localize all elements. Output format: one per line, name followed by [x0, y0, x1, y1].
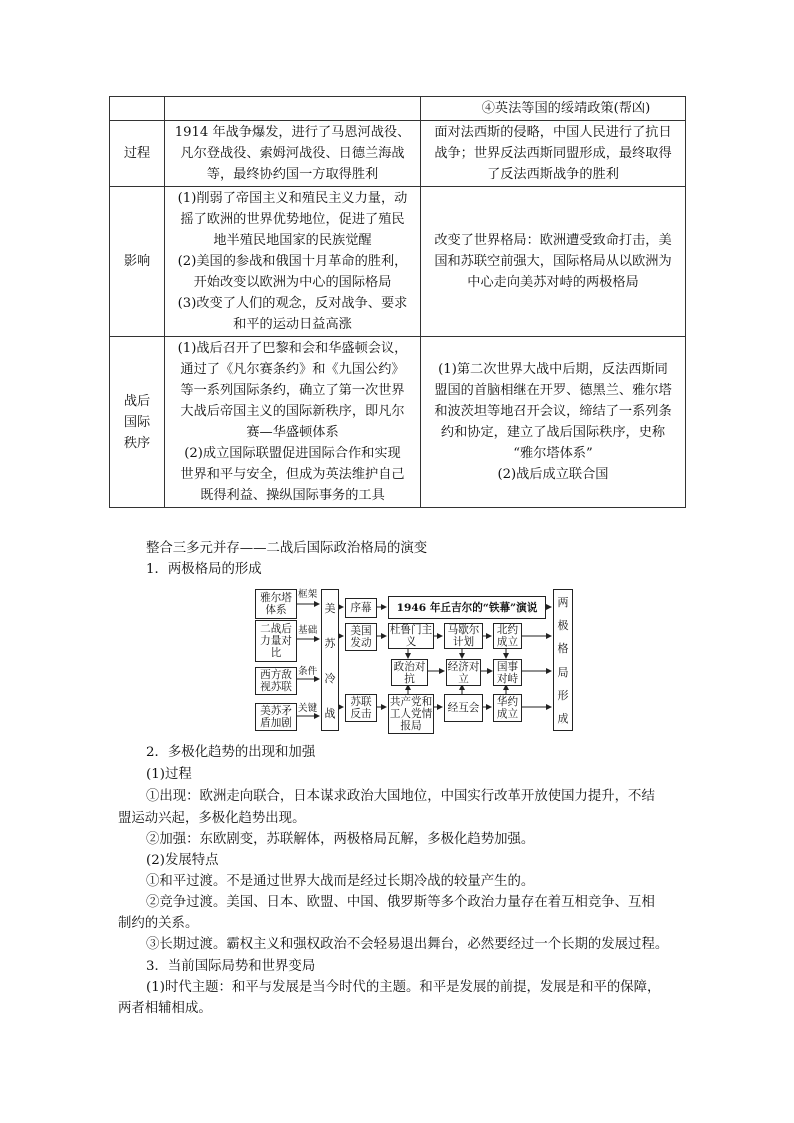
- paragraph-line: ①出现：欧洲走向联合，日本谋求政治大国地位，中国实行改革开放使国力提升，不结: [146, 789, 655, 804]
- box-text: 杜鲁门主义: [389, 624, 433, 648]
- cell-text: 赛—华盛顿体系: [246, 425, 339, 440]
- column-char: 两: [557, 595, 569, 609]
- cell-text: 和平的运动日益高涨: [233, 317, 352, 332]
- us-soviet-conflict-box: [255, 703, 297, 731]
- column-char: 形: [557, 688, 569, 702]
- box-text: 西方敌视苏联: [260, 669, 292, 693]
- cell-text: 中心走向美苏对峙的两极格局: [467, 275, 639, 290]
- cell-text: 大战后帝国主义的国际新秩序，即凡尔: [180, 404, 405, 419]
- military-standoff-box: [493, 659, 522, 686]
- key-label: 关键: [298, 703, 318, 714]
- bipolar-diagram: [255, 586, 573, 734]
- cell-text: 约和协定，建立了战后国际秩序，史称: [440, 425, 666, 440]
- cell-text: (2)成立国际联盟促进国际合作和实现: [184, 446, 401, 461]
- warsaw-pact-box: [493, 694, 522, 722]
- paragraph-line: 盟运动兴起，多极化趋势出现。: [118, 811, 306, 826]
- box-text: 美苏矛盾加剧: [260, 705, 292, 729]
- cell-text: (2)美国的参战和俄国十月革命的胜利，: [177, 254, 408, 269]
- truman-doctrine-box: [388, 623, 434, 649]
- paragraph-line: 两者相辅相成。: [118, 1001, 212, 1016]
- row-header-line: 国际: [123, 414, 151, 430]
- cell-text: 改变了世界格局：欧洲遭受致命打击，美: [434, 233, 672, 248]
- power-balance-box: [255, 620, 297, 662]
- soviet-response-box: [345, 694, 377, 722]
- box-text: 国事对峙: [496, 660, 519, 685]
- cold-war-column: [321, 589, 339, 731]
- box-text: 华约成立: [496, 696, 519, 720]
- table-cell: [110, 97, 165, 121]
- row-header: [110, 337, 165, 508]
- box-text: 苏联反击: [350, 696, 372, 720]
- framework-label: 框架: [298, 589, 318, 600]
- iron-curtain-box: [388, 596, 546, 619]
- table-row: [110, 121, 686, 187]
- column-char: 战: [324, 706, 336, 720]
- cell-text: 盟国的首脑相继在开罗、德黑兰、雅尔塔: [434, 383, 672, 398]
- comparison-table: [109, 96, 686, 508]
- cell-text: (1)第二次世界大战中后期，反法西斯同: [438, 362, 668, 377]
- box-text: 北约成立: [496, 624, 519, 648]
- box-text: 1946 年丘吉尔的“铁幕”演说: [396, 601, 538, 614]
- box-text: 共产党和工人党情报局: [389, 696, 433, 732]
- paragraph-line: ②竞争过渡。美国、日本、欧盟、中国、俄罗斯等多个政治力量存在着互相竞争、互相: [146, 895, 655, 910]
- prelude-box: [345, 598, 377, 618]
- cell-text: 地半殖民地国家的民族觉醒: [213, 233, 372, 248]
- economic-opposition-box: [446, 659, 481, 686]
- subheading: 3．当前国际局势和世界变局: [146, 959, 316, 974]
- cell-text: 通过了《凡尔赛条约》和《九国公约》: [180, 362, 405, 377]
- us-initiates-box: [345, 623, 377, 651]
- column-char: 成: [557, 712, 569, 726]
- box-text: 美国发动: [350, 625, 372, 649]
- table-row: [110, 187, 686, 337]
- table-cell: [165, 187, 421, 337]
- table-cell: [165, 121, 421, 187]
- comecon-box: [444, 694, 483, 722]
- table-cell: [421, 121, 686, 187]
- box-text: 政治对抗: [393, 660, 426, 685]
- cominform-box: [388, 694, 434, 734]
- subheading: 2．多极化趋势的出现和加强: [146, 745, 316, 760]
- cell-text: (1)削弱了帝国主义和殖民主义力量，动: [177, 191, 408, 206]
- table-cell: [165, 97, 421, 121]
- bipolar-formed-column: [553, 589, 573, 731]
- box-text: 雅尔塔体系: [260, 592, 292, 616]
- row-header: 影响: [110, 187, 165, 337]
- condition-label: 条件: [298, 666, 318, 677]
- subheading: 1．两极格局的形成: [146, 562, 262, 577]
- cell-text: 面对法西斯的侵略，中国人民进行了抗日: [434, 125, 672, 140]
- column-char: 冷: [324, 671, 336, 685]
- column-char: 局: [557, 665, 569, 679]
- table-cell: [421, 337, 686, 508]
- paragraph-line: 制约的关系。: [118, 916, 199, 931]
- cell-text: “雅尔塔体系”: [513, 446, 593, 461]
- cell-text: 凡尔登战役、索姆河战役、日德兰海战: [180, 146, 405, 161]
- cell-text: 1914 年战争爆发，进行了马恩河战役、: [174, 125, 411, 140]
- nato-box: [493, 623, 522, 649]
- row-header: 过程: [110, 121, 165, 187]
- box-text: 经济对立: [447, 660, 480, 685]
- paragraph-line: ②加强：东欧剧变，苏联解体，两极格局瓦解，多极化趋势加强。: [146, 832, 535, 847]
- table-row: [110, 337, 686, 508]
- cell-text: 世界和平与安全，但成为英法维护自己: [180, 467, 405, 482]
- cell-text: 战争；世界反法西斯同盟形成，最终取得: [434, 146, 672, 161]
- paragraph-line: ①和平过渡。不是通过世界大战而是经过长期冷战的较量产生的。: [146, 874, 535, 889]
- column-char: 苏: [324, 636, 336, 650]
- cell-text: (2)战后成立联合国: [497, 467, 609, 482]
- cell-text: 了反法西斯战争的胜利: [487, 167, 619, 182]
- box-text: 序幕: [350, 602, 372, 614]
- basis-label: 基础: [298, 625, 318, 636]
- paragraph-line: ③长期过渡。霸权主义和强权政治不会轻易退出舞台，必然要经过一个长期的发展过程。: [146, 937, 669, 952]
- table-row: [110, 97, 686, 121]
- yalta-system-box: [255, 589, 297, 619]
- cell-text: 开始改变以欧洲为中心的国际格局: [193, 275, 392, 290]
- cell-text: 国和苏联空前强大，国际格局从以欧洲为: [434, 254, 672, 269]
- paragraph-line: (1)时代主题：和平与发展是当今时代的主题。和平是发展的前提，发展是和平的保障，: [146, 980, 661, 995]
- cell-text: (3)改变了人们的观念，反对战争、要求: [177, 296, 408, 311]
- cell-text: 等，最终协约国一方取得胜利: [206, 167, 379, 182]
- paragraph-title: (2)发展特点: [146, 853, 219, 868]
- row-header-line: 秩序: [123, 435, 151, 451]
- table-cell: [421, 187, 686, 337]
- row-header-line: 战后: [123, 393, 151, 409]
- column-char: 极: [557, 618, 569, 632]
- political-confrontation-box: [391, 659, 428, 686]
- table-cell: [421, 97, 686, 121]
- paragraph-title: (1)过程: [146, 767, 192, 782]
- cell-text: 等一系列国际条约，确立了第一次世界: [180, 383, 405, 398]
- cell-text: (1)战后召开了巴黎和会和华盛顿会议，: [177, 341, 408, 356]
- box-text: 经互会: [447, 702, 480, 714]
- column-char: 格: [557, 642, 569, 656]
- cell-text: 既得利益、操纵国际事务的工具: [200, 488, 385, 503]
- west-hostility-box: [255, 667, 297, 695]
- cell-text: 和波茨坦等地召开会议，缔结了一系列条: [434, 404, 672, 419]
- box-text: 二战后力量对比: [260, 623, 292, 659]
- section-title: 整合三多元并存——二战后国际政治格局的演变: [146, 541, 428, 556]
- marshall-plan-box: [444, 623, 483, 649]
- box-text: 马歇尔计划: [447, 624, 480, 648]
- cell-text: 摇了欧洲的世界优势地位，促进了殖民: [180, 212, 405, 227]
- column-char: 美: [324, 601, 336, 615]
- cell-text: ④英法等国的绥靖政策(帮凶): [481, 101, 651, 116]
- table-cell: [165, 337, 421, 508]
